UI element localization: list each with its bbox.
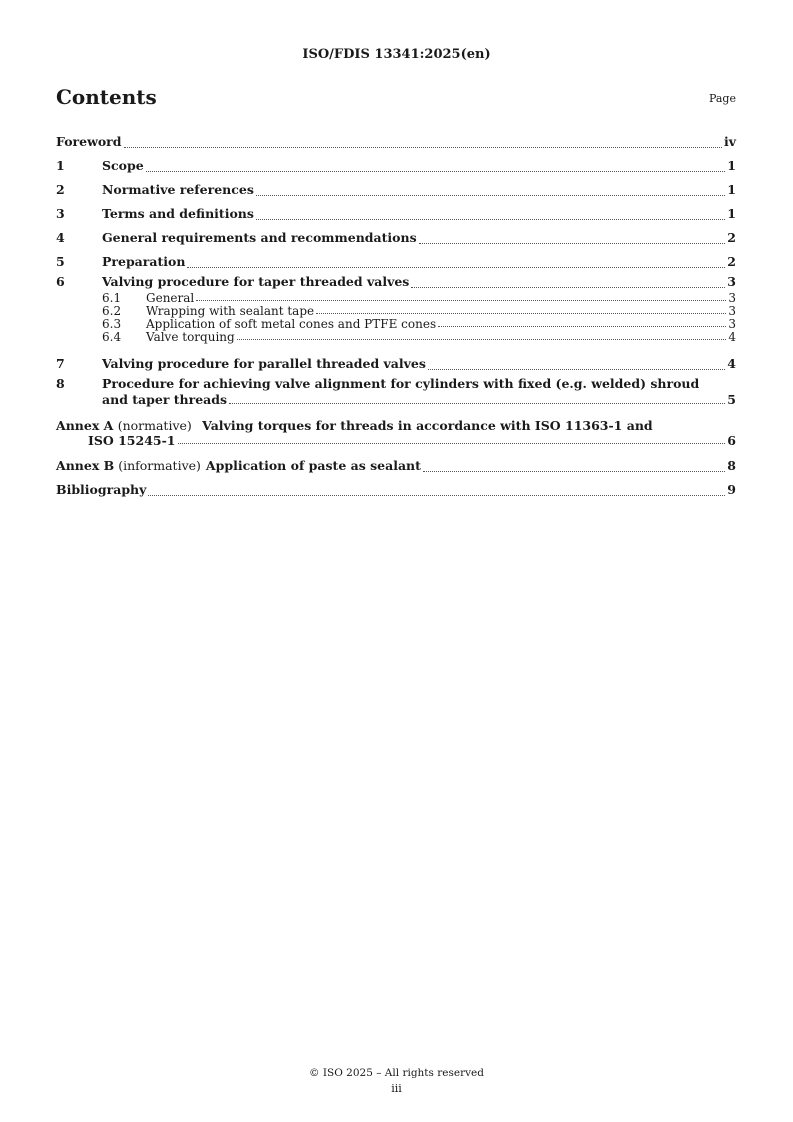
annex-label: Annex A [56,418,114,433]
toc-number: 6.3 [102,317,122,331]
toc-title-line-1: Valving torques for threads in accordance with ISO 11363-1 and [202,418,653,433]
toc-number: 6.2 [102,304,122,318]
toc-title: Bibliography [56,482,147,497]
toc-entry-annex-a[interactable] [56,418,736,452]
toc-entry-clause-1[interactable] [56,152,736,176]
toc-title: Preparation [102,254,186,269]
dot-leader [256,195,725,196]
toc-page: 8 [727,458,736,473]
toc-number: 8 [56,376,65,391]
dot-leader [411,287,725,288]
toc-title-line-2: and taper threads [102,392,228,407]
toc-entry-clause-5[interactable] [56,248,736,272]
toc-number: 4 [56,230,65,245]
toc-entry-subclause-6-4[interactable] [56,331,736,344]
page-column-label: Page [708,92,736,105]
toc-page: 5 [727,392,736,407]
toc-title-line-1: Procedure for achieving valve alignment for cylinders with fixed (e.g. welded) shroud [102,376,700,391]
dot-leader [428,369,725,370]
toc-page: 3 [727,274,736,289]
annex-label: Annex B [56,458,115,473]
toc-entry-bibliography[interactable] [56,476,736,500]
annex-type: (informative) [118,458,201,473]
toc-title: Valving procedure for parallel threaded valves [102,356,426,371]
toc-number: 7 [56,356,65,371]
toc-number: 3 [56,206,65,221]
toc-page: 1 [727,158,736,173]
annex-heading [56,418,653,433]
toc-title: Normative references [102,182,254,197]
toc-title: Valve torquing [146,330,235,344]
toc-page: 4 [727,356,736,371]
toc-title: General requirements and recommendations [102,230,417,245]
page-footer [0,1067,793,1095]
table-of-contents [56,128,736,500]
toc-page: 1 [727,182,736,197]
dot-leader [196,300,726,301]
dot-leader [148,495,725,496]
toc-entry-clause-3[interactable] [56,200,736,224]
toc-page: 1 [727,206,736,221]
toc-page: 3 [728,317,736,331]
toc-page: 4 [728,330,736,344]
toc-number: 1 [56,158,65,173]
toc-title: Application of soft metal cones and PTFE cones [146,317,437,331]
dot-leader [124,147,722,148]
toc-number: 5 [56,254,65,269]
toc-title-line-2: ISO 15245-1 [88,433,176,448]
document-identifier: ISO/FDIS 13341:2025(en) [302,47,491,62]
toc-title: General [146,291,195,305]
toc-title: Scope [102,158,144,173]
toc-entry-clause-4[interactable] [56,224,736,248]
toc-number: 6.1 [102,291,122,305]
copyright-notice: © ISO 2025 – All rights reserved [309,1067,484,1079]
toc-page: 2 [727,254,736,269]
dot-leader [256,219,725,220]
toc-title: Terms and definitions [102,206,254,221]
page-number: iii [391,1082,402,1095]
toc-page: 3 [728,291,736,305]
dot-leader [229,403,725,404]
dot-leader [237,339,727,340]
toc-page: 6 [727,433,736,448]
dot-leader [419,243,726,244]
toc-entry-clause-6[interactable] [56,272,736,292]
toc-entry-clause-8[interactable] [56,376,736,412]
dot-leader [438,326,726,327]
toc-entry-clause-2[interactable] [56,176,736,200]
toc-entry-foreword[interactable] [56,128,736,152]
dot-leader [316,313,726,314]
toc-title: Valving procedure for taper threaded valves [102,274,410,289]
toc-page: 9 [727,482,736,497]
dot-leader [146,171,726,172]
toc-number: 6 [56,274,65,289]
toc-page: iv [723,134,736,149]
toc-number: 6.4 [102,330,122,344]
contents-title: Contents [56,85,157,109]
toc-entry-annex-b[interactable] [56,452,736,476]
toc-title: Wrapping with sealant tape [146,304,315,318]
toc-page: 3 [728,304,736,318]
annex-type: (normative) [117,418,192,433]
dot-leader [178,443,726,444]
toc-entry-clause-7[interactable] [56,350,736,374]
dot-leader [187,267,725,268]
toc-page: 2 [727,230,736,245]
dot-leader [423,471,725,472]
toc-number: 2 [56,182,65,197]
toc-title: Application of paste as sealant [205,458,421,473]
toc-title: Foreword [56,134,122,149]
